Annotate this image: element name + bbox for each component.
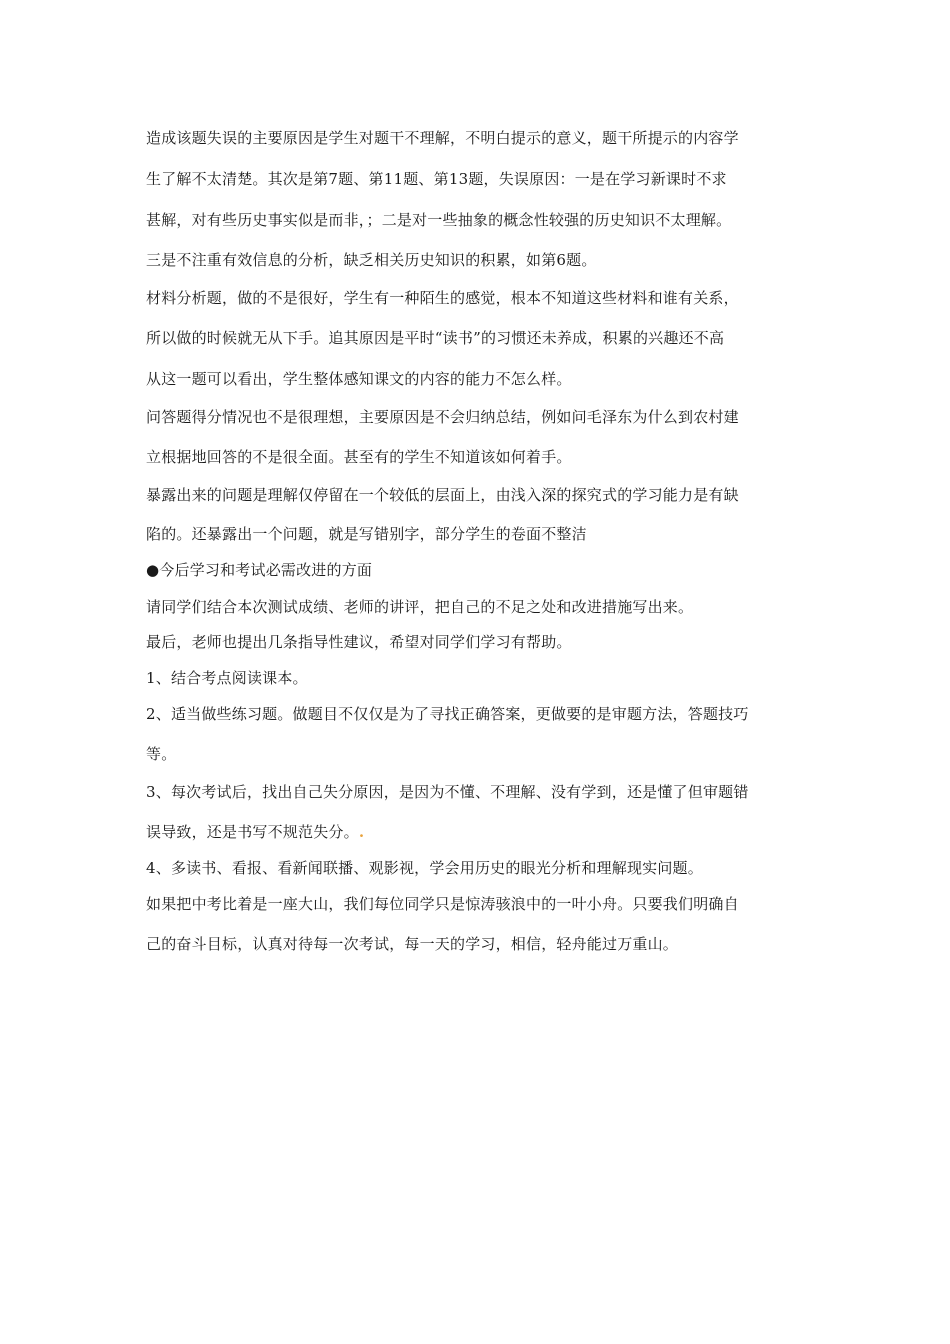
text-line-10: 暴露出来的问题是理解仅停留在一个较低的层面上，由浅入深的探究式的学习能力是有缺 xyxy=(146,486,739,504)
list-item-3-cont-text: 误导致，还是书写不规范失分。 xyxy=(146,823,359,841)
text-line-5: 材料分析题，做的不是很好，学生有一种陌生的感觉，根本不知道这些材料和谁有关系， xyxy=(146,289,739,307)
list-item-2: 2、适当做些练习题。做题目不仅仅是为了寻找正确答案，更做要的是审题方法，答题技巧 xyxy=(146,705,749,723)
list-item-1: 1、结合考点阅读课本。 xyxy=(146,669,308,687)
text-line-14: 最后，老师也提出几条指导性建议，希望对同学们学习有帮助。 xyxy=(146,633,572,651)
list-item-4: 4、多读书、看报、看新闻联播、观影视，学会用历史的眼光分析和理解现实问题。 xyxy=(146,859,703,877)
text-line-7: 从这一题可以看出，学生整体感知课文的内容的能力不怎么样。 xyxy=(146,370,572,388)
text-line-1: 造成该题失误的主要原因是学生对题干不理解，不明白提示的意义，题干所提示的内容学 xyxy=(146,129,739,147)
text-line-3: 甚解，对有些历史事实似是而非，；二是对一些抽象的概念性较强的历史知识不太理解。 xyxy=(146,211,732,229)
text-line-11: 陷的。还暴露出一个问题，就是写错别字，部分学生的卷面不整洁 xyxy=(146,525,587,543)
text-line-4: 三是不注重有效信息的分析，缺乏相关历史知识的积累，如第6题。 xyxy=(146,251,597,269)
list-item-2-cont: 等。 xyxy=(146,745,177,763)
list-item-3-cont xyxy=(146,822,816,842)
text-line-6: 所以做的时候就无从下手。追其原因是平时“读书”的习惯还未养成，积累的兴趣还不高 xyxy=(146,329,725,347)
text-line-21: 如果把中考比着是一座大山，我们每位同学只是惊涛骇浪中的一叶小舟。只要我们明确自 xyxy=(146,895,739,913)
list-item-3: 3、每次考试后，找出自己失分原因，是因为不懂、不理解、没有学到，还是懂了但审题错 xyxy=(146,783,749,801)
text-line-8: 问答题得分情况也不是很理想，主要原因是不会归纳总结，例如问毛泽东为什么到农村建 xyxy=(146,408,739,426)
text-line-13: 请同学们结合本次测试成绩、老师的讲评，把自己的不足之处和改进措施写出来。 xyxy=(146,598,694,616)
text-line-22: 己的奋斗目标，认真对待每一次考试，每一天的学习，相信，轻舟能过万重山。 xyxy=(146,935,679,953)
section-heading: ●今后学习和考试必需改进的方面 xyxy=(146,561,373,579)
text-line-2: 生了解不太清楚。其次是第7题、第11题、第13题，失误原因：一是在学习新课时不求 xyxy=(146,170,727,188)
text-line-9: 立根据地回答的不是很全面。甚至有的学生不知道该如何着手。 xyxy=(146,448,572,466)
orange-dot-marker: . xyxy=(358,823,365,841)
